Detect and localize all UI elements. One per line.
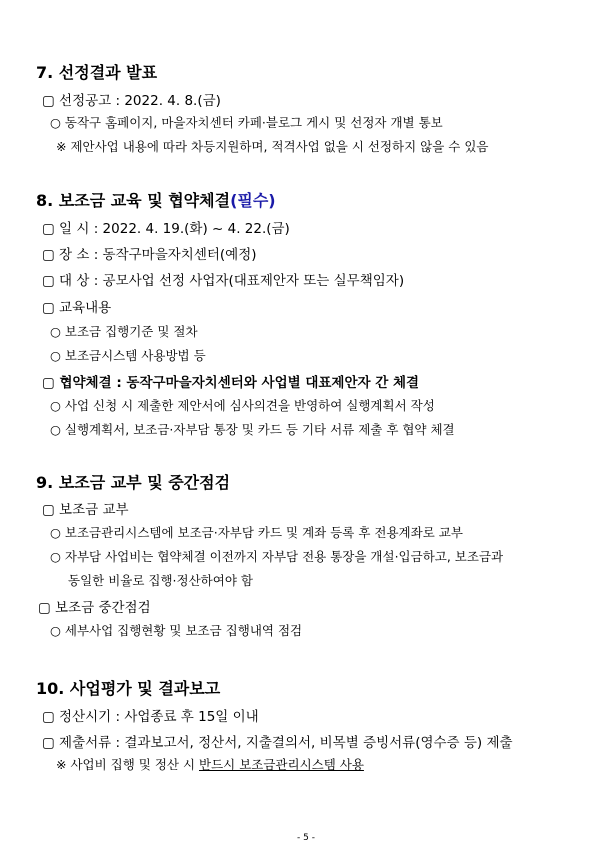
- s7-item-announce: ▢ 선정공고 : 2022. 4. 8.(금): [42, 93, 221, 109]
- s9-item-self-funding: ○ 자부담 사업비는 협약체결 이전까지 자부담 전용 통장을 개설·입금하고, 보조금과: [50, 549, 504, 564]
- s8-item-system: ○ 보조금시스템 사용방법 등: [50, 348, 206, 363]
- s9-item-account: ○ 보조금관리시스템에 보조금·자부담 카드 및 계좌 등록 후 전용계좌로 교부: [50, 525, 463, 540]
- s8-item-standard: ○ 보조금 집행기준 및 절차: [50, 324, 198, 339]
- s9-item-midcheck: ▢ 보조금 중간점검: [38, 600, 151, 616]
- s10-note: [56, 755, 364, 773]
- s8-item-date: ▢ 일 시 : 2022. 4. 19.(화) ~ 4. 22.(금): [42, 221, 290, 237]
- s8-item-documents: ○ 실행계획서, 보조금·자부담 통장 및 카드 등 기타 서류 제출 후 협약 체결: [50, 422, 455, 437]
- s8-item-agreement: ▢ 협약체결 : 동작구마을자치센터와 사업별 대표제안자 간 체결: [42, 375, 420, 391]
- section-7-title: 7. 선정결과 발표: [36, 63, 158, 82]
- section-8-title: [36, 188, 276, 211]
- page-number: - 5 -: [297, 833, 315, 843]
- s8-item-content: ▢ 교육내용: [42, 300, 112, 316]
- s10-note-underlined: 반드시 보조금관리시스템 사용: [199, 757, 364, 772]
- s9-item-grant: ▢ 보조금 교부: [42, 502, 129, 518]
- section-8-title-text: 8. 보조금 교육 및 협약체결: [36, 191, 231, 210]
- s8-item-target: ▢ 대 상 : 공모사업 선정 사업자(대표제안자 또는 실무책임자): [42, 273, 405, 289]
- s10-note-text: ※ 사업비 집행 및 정산 시: [56, 757, 199, 772]
- s10-item-period: ▢ 정산시기 : 사업종료 후 15일 이내: [42, 709, 259, 725]
- s10-item-documents: ▢ 제출서류 : 결과보고서, 정산서, 지출결의서, 비목별 증빙서류(영수증 등) 제출: [42, 735, 513, 751]
- s8-item-place: ▢ 장 소 : 동작구마을자치센터(예정): [42, 247, 257, 263]
- s7-item-homepage: ○ 동작구 홈페이지, 마을자치센터 카페·블로그 게시 및 선정자 개별 통보: [50, 115, 443, 130]
- s7-note: ※ 제안사업 내용에 따라 차등지원하며, 적격사업 없을 시 선정하지 않을 수 있음: [56, 139, 489, 154]
- section-8-required-mark: (필수): [230, 191, 276, 210]
- section-10-title: 10. 사업평가 및 결과보고: [36, 679, 221, 698]
- s8-item-plan: ○ 사업 신청 시 제출한 제안서에 심사의견을 반영하여 실행계획서 작성: [50, 398, 435, 413]
- s9-item-self-funding-cont: 동일한 비율로 집행·정산하여야 함: [68, 573, 253, 588]
- section-9-title: 9. 보조금 교부 및 중간점검: [36, 473, 231, 492]
- s9-item-check-detail: ○ 세부사업 집행현황 및 보조금 집행내역 점검: [50, 623, 303, 638]
